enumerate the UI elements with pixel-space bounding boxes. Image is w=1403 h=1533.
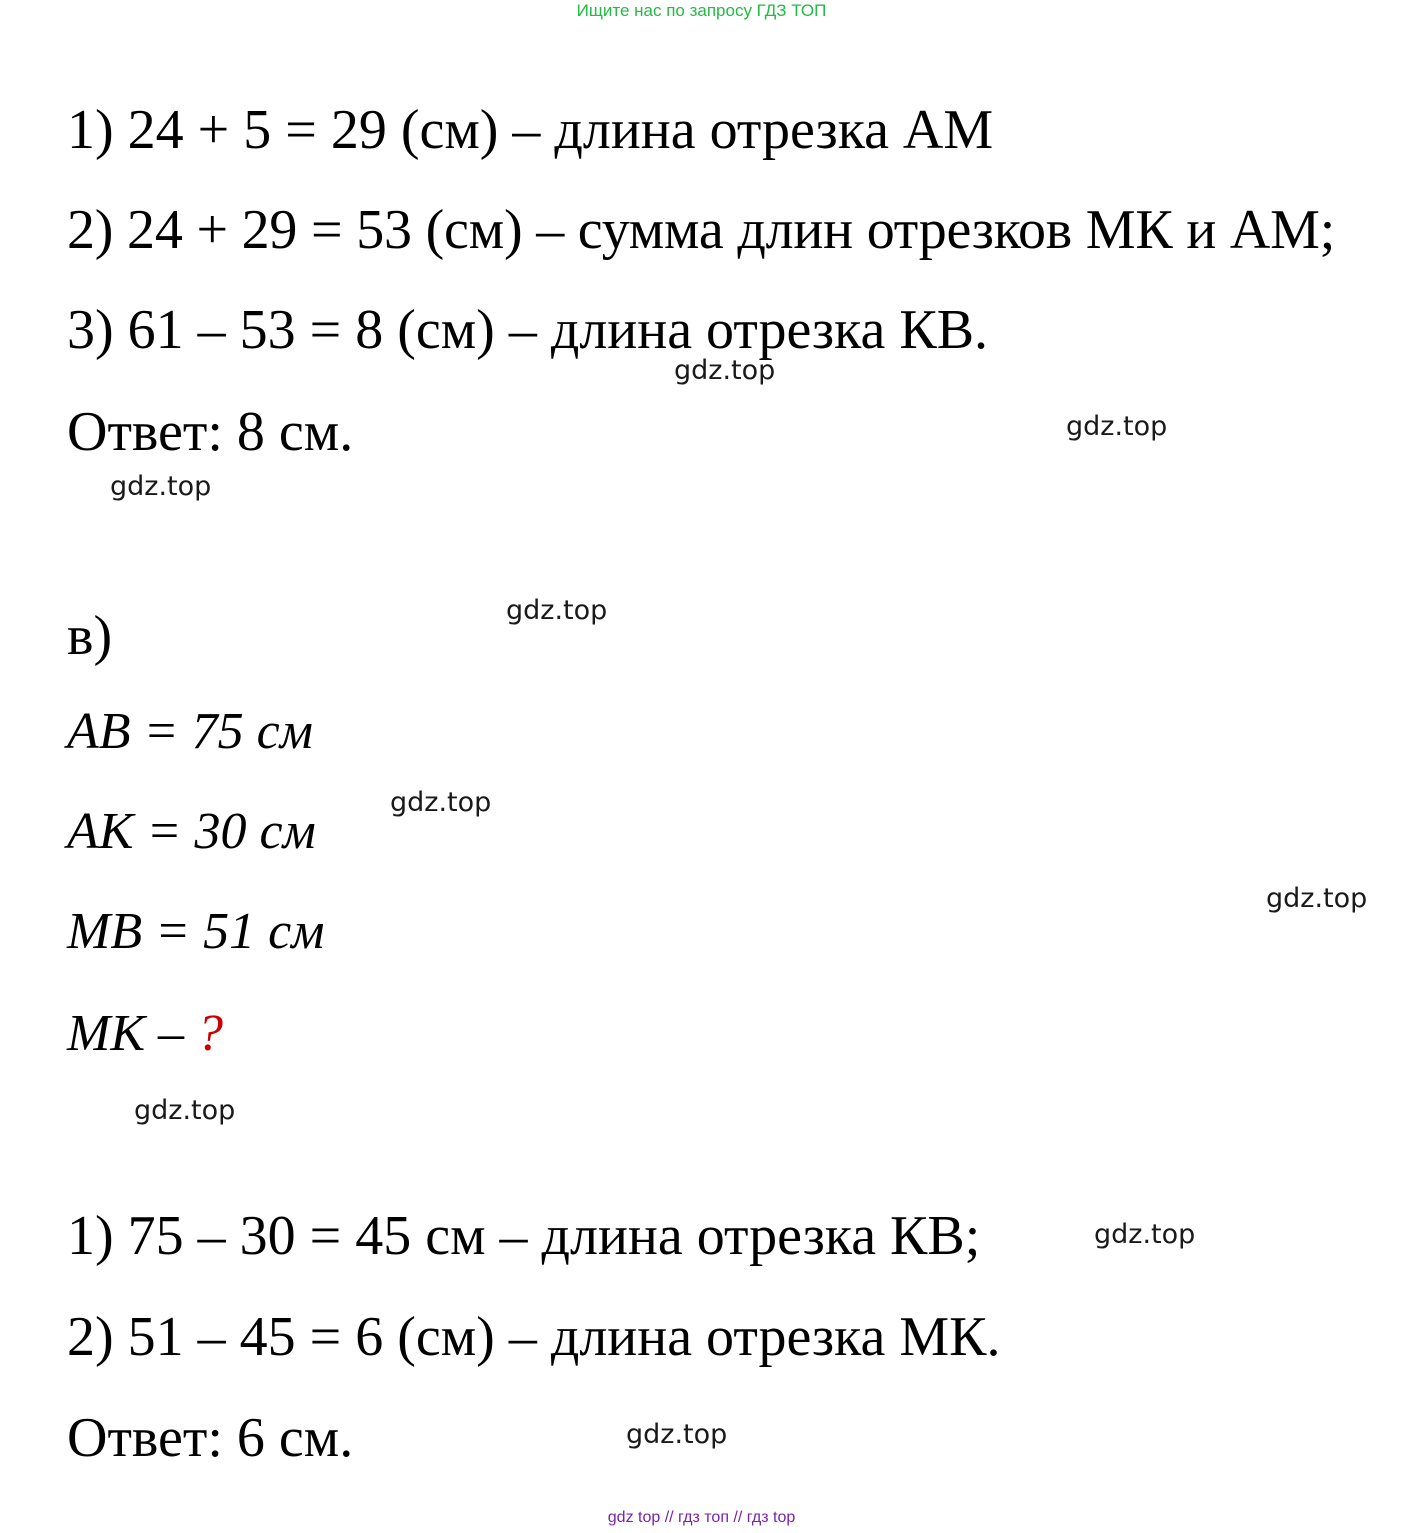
solution-step-b1: 1) 24 + 5 = 29 (см) – длина отрезка АМ bbox=[67, 99, 994, 161]
unknown-mk bbox=[67, 1004, 223, 1064]
watermark: gdz.top bbox=[110, 471, 212, 502]
watermark: gdz.top bbox=[390, 787, 492, 818]
watermark: gdz.top bbox=[506, 595, 608, 626]
watermark: gdz.top bbox=[1066, 411, 1168, 442]
watermark: gdz.top bbox=[626, 1419, 728, 1450]
given-ak: AK = 30 см bbox=[67, 803, 316, 860]
watermark: gdz.top bbox=[134, 1095, 236, 1126]
question-mark: ? bbox=[197, 1005, 223, 1062]
watermark: gdz.top bbox=[674, 355, 776, 386]
solution-step-b3: 3) 61 – 53 = 8 (см) – длина отрезка КВ. bbox=[67, 299, 989, 361]
top-banner: Ищите нас по запросу ГДЗ ТОП bbox=[576, 1, 827, 20]
given-ab: AB = 75 см bbox=[67, 703, 313, 760]
solution-step-c1: 1) 75 – 30 = 45 см – длина отрезка КВ; bbox=[67, 1205, 981, 1267]
given-mb: MB = 51 см bbox=[67, 903, 325, 960]
watermark: gdz.top bbox=[1266, 883, 1368, 914]
solution-step-b2: 2) 24 + 29 = 53 (см) – сумма длин отрезков МК и АМ; bbox=[67, 199, 1336, 261]
part-c-label: в) bbox=[67, 605, 113, 667]
unknown-mk-label: MK – bbox=[67, 1005, 197, 1062]
watermark: gdz.top bbox=[1094, 1219, 1196, 1250]
footer-links: gdz top // гдз топ // гдз top bbox=[607, 1509, 796, 1526]
answer-b: Ответ: 8 см. bbox=[67, 401, 354, 463]
answer-c: Ответ: 6 см. bbox=[67, 1407, 354, 1469]
solution-step-c2: 2) 51 – 45 = 6 (см) – длина отрезка МК. bbox=[67, 1306, 1001, 1368]
